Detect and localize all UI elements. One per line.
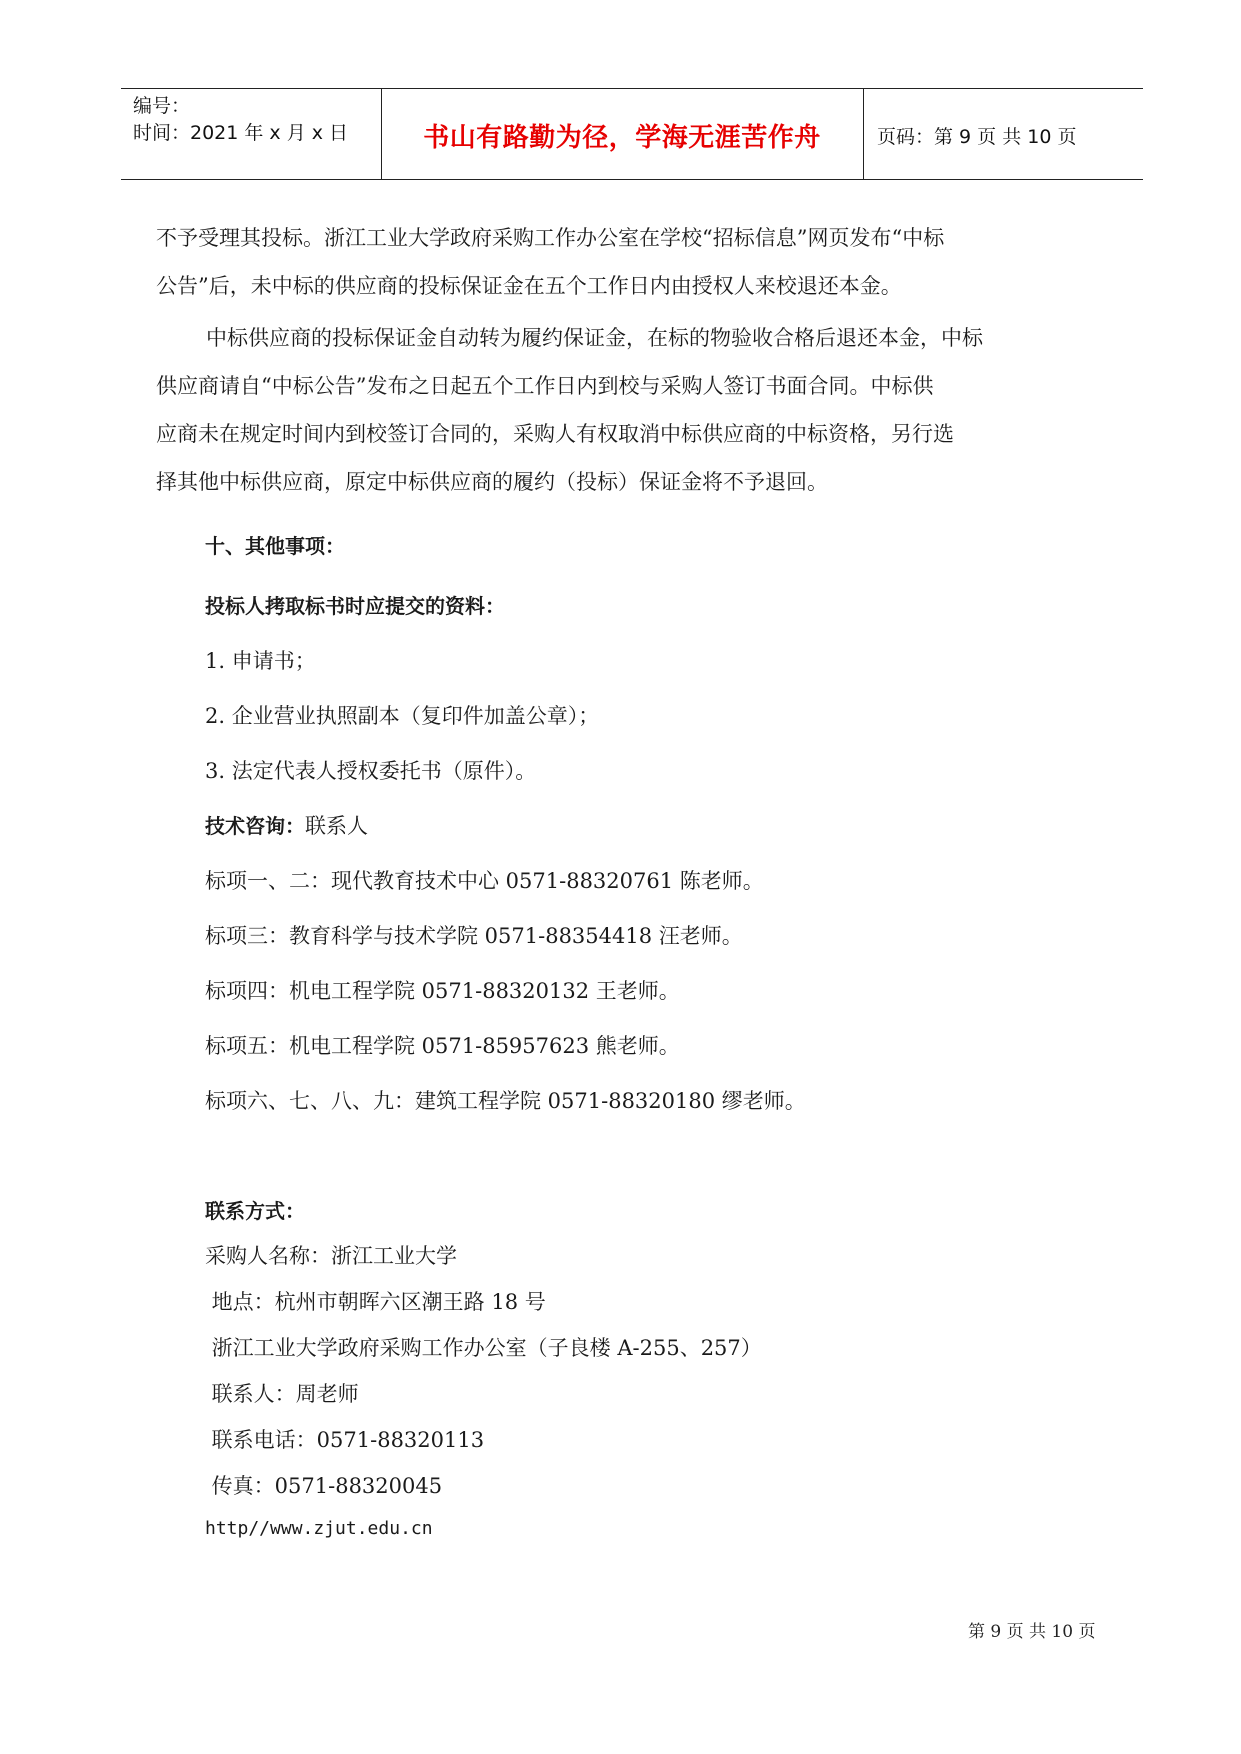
contact-line: 浙江工业大学政府采购工作办公室（子良楼 A-255、257）: [205, 1336, 762, 1360]
paragraph-line: 不予受理其投标。浙江工业大学政府采购工作办公室在学校“招标信息”网页发布“中标: [156, 226, 945, 250]
paragraph-line: 供应商请自“中标公告”发布之日起五个工作日内到校与采购人签订书面合同。中标供: [156, 374, 934, 398]
paragraph-line: 择其他中标供应商，原定中标供应商的履约（投标）保证金将不予退回。: [156, 470, 828, 494]
tech-consult-label: 技术咨询：: [205, 814, 305, 838]
page-header: [121, 88, 1143, 180]
contact-item: 标项三：教育科学与技术学院 0571-88354418 汪老师。: [205, 924, 743, 948]
contact-line: 联系人：周老师: [205, 1382, 359, 1406]
header-divider: [863, 89, 864, 179]
header-number: 编号：: [133, 95, 191, 117]
header-page-number: 页码：第 9 页 共 10 页: [877, 125, 1077, 148]
materials-title: 投标人拷取标书时应提交的资料：: [205, 594, 505, 618]
paragraph-2: [156, 314, 1116, 506]
paragraph-line: 应商未在规定时间内到校签订合同的，采购人有权取消中标供应商的中标资格，另行选: [156, 422, 954, 446]
paragraph-line: 中标供应商的投标保证金自动转为履约保证金，在标的物验收合格后退还本金，中标: [206, 326, 983, 350]
materials-item: 3. 法定代表人授权委托书（原件）。: [205, 759, 537, 783]
contact-line: 地点：杭州市朝晖六区潮王路 18 号: [205, 1290, 546, 1314]
contact-line: 传真：0571-88320045: [205, 1474, 443, 1498]
paragraph-1: [156, 214, 1116, 310]
contact-item: 标项一、二：现代教育技术中心 0571-88320761 陈老师。: [205, 869, 764, 893]
page-footer: 第 9 页 共 10 页: [968, 1622, 1096, 1642]
contact-item: 标项六、七、八、九：建筑工程学院 0571-88320180 缪老师。: [205, 1089, 806, 1113]
materials-item: 2. 企业营业执照副本（复印件加盖公章）；: [205, 704, 600, 728]
tech-consult-value: 联系人: [305, 814, 368, 838]
contact-item: 标项四：机电工程学院 0571-88320132 王老师。: [205, 979, 680, 1003]
contact-line: 联系电话：0571-88320113: [205, 1428, 485, 1452]
website-link[interactable]: http//www.zjut.edu.cn: [205, 1518, 433, 1539]
contact-item: 标项五：机电工程学院 0571-85957623 熊老师。: [205, 1034, 680, 1058]
section-title: 十、其他事项：: [205, 534, 345, 558]
header-motto: 书山有路勤为径，学海无涯苦作舟: [423, 122, 821, 153]
tech-consult: [205, 810, 368, 840]
materials-item: 1. 申请书；: [205, 649, 316, 673]
header-time: 时间：2021 年 x 月 x 日: [133, 122, 349, 144]
contact-line: 采购人名称：浙江工业大学: [205, 1244, 457, 1268]
contact-title: 联系方式：: [205, 1199, 305, 1223]
paragraph-line: 公告”后，未中标的供应商的投标保证金在五个工作日内由授权人来校退还本金。: [156, 274, 902, 298]
header-meta: [133, 93, 348, 147]
